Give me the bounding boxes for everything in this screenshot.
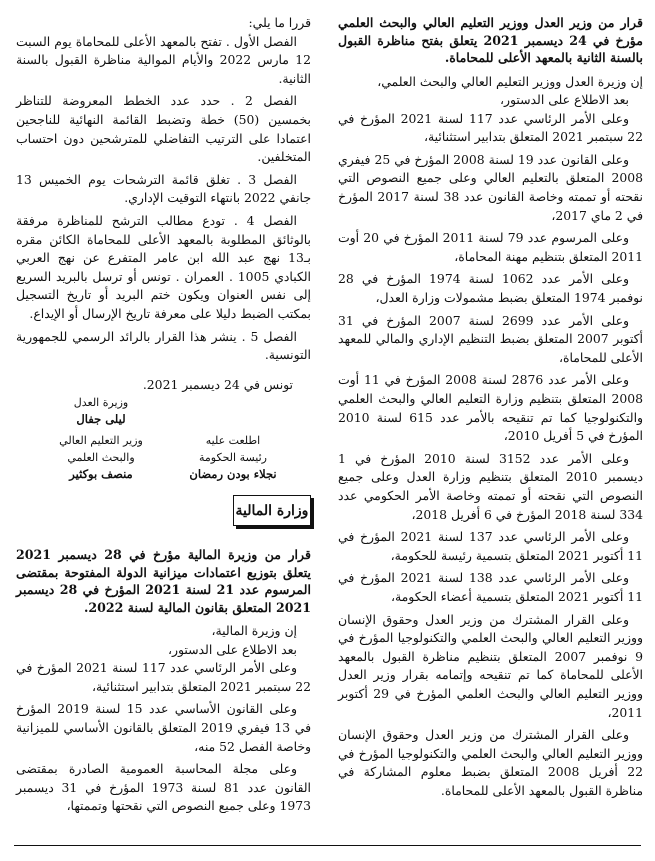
seen-label: اطلعت عليه [205, 433, 261, 447]
finance-paragraph: وعلى الأمر الرئاسي عدد 117 لسنة 2021 المؤرخ في 22 سبتمبر 2021 المتعلق بتدابير استثنائية، [16, 660, 311, 694]
decree-paragraph: إن وزيرة العدل ووزير التعليم العالي والبحث العلمي، [377, 73, 643, 89]
decree-paragraph: وعلى القرار المشترك من وزير العدل وحقوق الإنسان ووزير التعليم العالي والبحث العلمي والتكنولوجيا المؤرخ في 22 أفريل 2008 المتعلق بضبط معلوم المشاركة في مناظرة القبول بالمعهد الأعلى للمحاماة. [338, 727, 643, 798]
article-4: الفصل 4 . تودع مطالب الترشح للمناظرة مرفقة بالوثائق المطلوبة بالمعهد الأعلى للمحاماة الكائن مقره بـ13 نهج عبد الله ابن عامر المتفرع عن نهج العربي الكبادي 1005 . العمران . تونس أو ترسل بالبريد السريع إلى نفس العنوان ويكون ختم البريد أو تاريخ التسجيل بمكتب الضبط دليلا على معرفة تاريخ الإرسال أو الإيداع. [16, 212, 312, 321]
article-5: الفصل 5 . ينشر هذا القرار بالرائد الرسمي للجمهورية التونسية. [16, 328, 311, 363]
decree-paragraph: وعلى الأمر عدد 2876 لسنة 2008 المؤرخ في 11 أوت 2008 المتعلق بتنظيم وزارة التعليم العالي والبحث العلمي والتكنولوجيا كما تم تنقيحه بالأمر عدد 615 لسنة 2010 المؤرخ في 5 أفريل 2010، [338, 372, 643, 444]
decree-paragraph: وعلى القرار المشترك من وزير العدل وحقوق الإنسان ووزير التعليم العالي والبحث العلمي والتكنولوجيا المؤرخ في 9 نوفمبر 2007 المتعلق بتنظيم مناظرة القبول بالمعهد الأعلى للمحاماة كما تم تنقيحه وإتمامه بقرار وزير العدل ووزير التعليم العالي والبحث العلمي المؤرخ في 29 أكتوبر 2011، [338, 611, 643, 720]
article-3: الفصل 3 . تغلق قائمة الترشحات يوم الخميس 13 جانفي 2022 بانتهاء التوقيت الإداري. [16, 171, 311, 206]
ministry-header-box [233, 495, 311, 526]
decree-title: قرار من وزير العدل ووزير التعليم العالي والبحث العلمي مؤرخ في 24 ديسمبر 2021 يتعلق بفتح مناظرة القبول بالسنة الثانية بالمعهد الأعلى للمحاماة. [338, 15, 644, 65]
right-column [338, 14, 643, 804]
ministry-label: وزارة المالية [235, 502, 309, 519]
finance-paragraph: وعلى القانون الأساسي عدد 15 لسنة 2019 المؤرخ في 13 فيفري 2019 المتعلق بالقانون الأساسي للميزانية وخاصة الفصل 52 منه، [16, 701, 311, 754]
prime-minister-signature [163, 432, 303, 483]
decree-paragraph: وعلى الأمر عدد 3152 لسنة 2010 المؤرخ في 1 ديسمبر 2010 المتعلق بتنظيم وزارة العدل وعلى جميع النصوص التي نقحته أو تممته وخاصة الأمر الحكومي عدد 334 لسنة 2018 المؤرخ في 6 أفريل 2018، [338, 450, 644, 522]
justice-minister-role: وزيرة العدل [73, 395, 129, 409]
higher-ed-minister-name: منصف بوكثير [69, 466, 133, 481]
decree-paragraph: وعلى الأمر عدد 1062 لسنة 1974 المؤرخ في 28 نوفمبر 1974 المتعلق بضبط مشمولات وزارة العدل، [338, 271, 643, 306]
decree-paragraph: وعلى الأمر عدد 2699 لسنة 2007 المؤرخ في 31 أكتوبر 2007 المتعلق بضبط التنظيم الإداري والمالي للمعهد الأعلى للمحاماة، [338, 312, 643, 365]
decree-paragraph: وعلى القانون عدد 19 لسنة 2008 المؤرخ في 25 فيفري 2008 المتعلق بالتعليم العالي وعلى جميع النصوص التي نقحته أو تممته وخاصة القانون عدد 38 لسنة 2017 المؤرخ في 2 ماي 2017، [338, 151, 643, 223]
decree-paragraph: بعد الاطلاع على الدستور، [500, 92, 629, 108]
higher-ed-minister-role: وزير التعليم العالي والبحث العلمي [59, 433, 143, 464]
prime-minister-role: رئيسة الحكومة [199, 450, 267, 464]
decree-paragraph: وعلى المرسوم عدد 79 لسنة 2011 المؤرخ في 20 أوت 2011 المتعلق بتنظيم مهنة المحاماة، [338, 230, 643, 264]
finance-decree-title: قرار من وزيرة المالية مؤرخ في 28 ديسمبر 2021 يتعلق بتوزيع اعتمادات ميزانية الدولة المفتوحة بمقتضى المرسوم عدد 21 لسنة 2021 المؤرخ في 28 ديسمبر 2021 المتعلق بقانون المالية لسنة 2022. [16, 547, 311, 615]
article-2: الفصل 2 . حدد عدد الخطط المعروضة للتناظر بخمسين (50) خطة وتضبط القائمة النهائية للناجحين اعتمادا على الترتيب التفاضلي للمترشحين دون احتساب المتخلفين. [16, 93, 312, 165]
decree-paragraph: وعلى الأمر الرئاسي عدد 138 لسنة 2021 المؤرخ في 11 أكتوبر 2021 المتعلق بتسمية أعضاء الحكومة، [338, 570, 643, 604]
prime-minister-name: نجلاء بودن رمضان [189, 466, 277, 481]
justice-minister-signature [41, 394, 161, 483]
left-column [16, 14, 311, 504]
decision-intro: قررا ما يلي: [248, 15, 311, 30]
bottom-divider [14, 845, 641, 846]
finance-section [16, 546, 311, 820]
signatures [16, 394, 311, 504]
decree-paragraph: وعلى الأمر الرئاسي عدد 137 لسنة 2021 المؤرخ في 11 أكتوبر 2021 المتعلق بتسمية رئيسة للحكومة، [338, 529, 643, 563]
finance-paragraph: بعد الاطلاع على الدستور، [168, 641, 297, 657]
article-1: الفصل الأول . تفتح بالمعهد الأعلى للمحاماة يوم السبت 12 مارس 2022 والأيام الموالية مناظرة القبول بالسنة الثانية. [16, 33, 311, 86]
finance-paragraph: إن وزيرة المالية، [211, 623, 297, 638]
justice-minister-name: ليلى جفال [76, 411, 126, 426]
signature-date: تونس في 24 ديسمبر 2021. [142, 376, 293, 392]
decree-paragraph: وعلى الأمر الرئاسي عدد 117 لسنة 2021 المؤرخ في 22 سبتمبر 2021 المتعلق بتدابير استثنائية، [338, 110, 643, 145]
finance-paragraph: وعلى مجلة المحاسبة العمومية الصادرة بمقتضى القانون عدد 81 لسنة 1973 المؤرخ في 31 ديسمبر 1973 وعلى جميع النصوص التي نقحتها وتممتها، [16, 761, 311, 814]
